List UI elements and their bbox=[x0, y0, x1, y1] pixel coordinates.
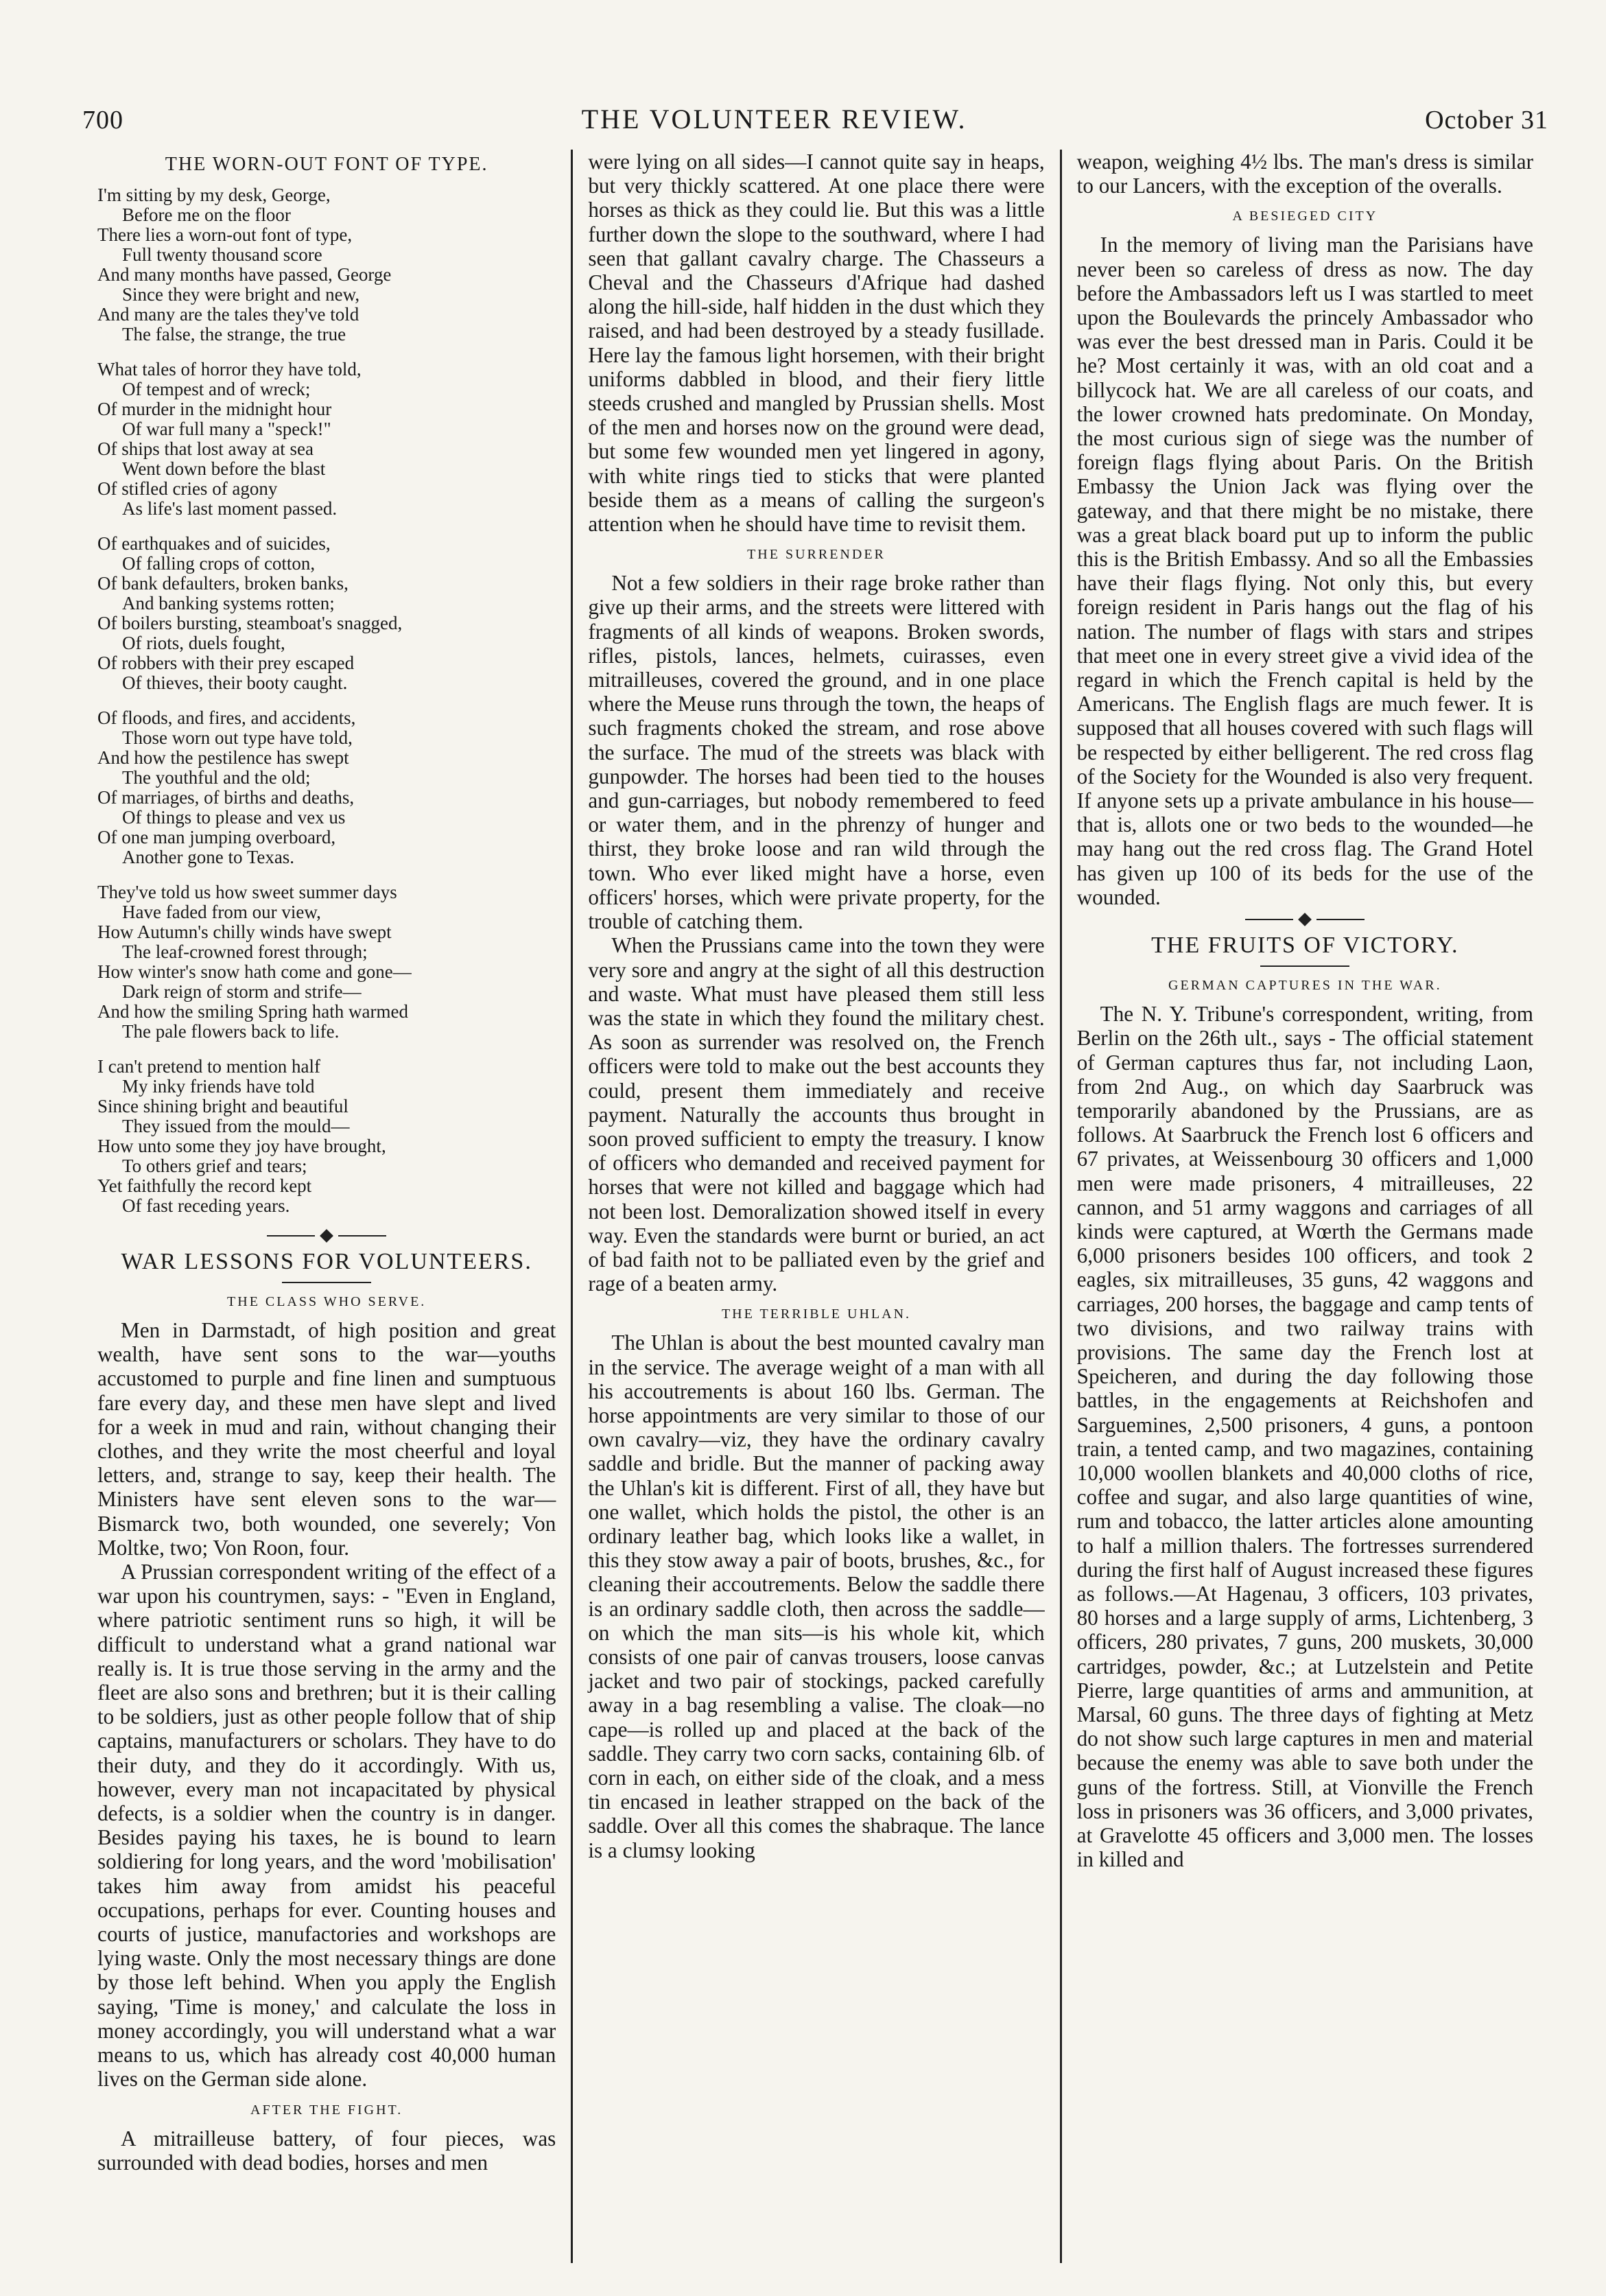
poem-line: And many months have passed, George bbox=[97, 265, 392, 285]
poem-line: To others grief and tears; bbox=[122, 1156, 307, 1176]
poem-line: Went down before the blast bbox=[122, 459, 326, 479]
poem-line: How Autumn's chilly winds have swept bbox=[97, 922, 392, 942]
column-3 bbox=[1060, 150, 1548, 2263]
poem-line: How winter's snow hath come and gone— bbox=[97, 962, 412, 982]
uhlan-subhead: THE TERRIBLE UHLAN. bbox=[721, 1307, 912, 1322]
poem-line: Those worn out type have told, bbox=[122, 728, 353, 748]
poem-line: And how the pestilence has swept bbox=[97, 748, 349, 768]
german-captures-subhead: GERMAN CAPTURES IN THE WAR. bbox=[1168, 978, 1442, 994]
poem-title: THE WORN-OUT FONT OF TYPE. bbox=[165, 154, 488, 175]
article-paragraph: In the memory of living man the Parisians have never been so careless of dress as now. The day before the Ambassadors left us I was startled to meet upon the Boulevards the princely Ambassador who was ever the best dressed man in Paris. Could it be he? Most certainly it was, with an old coat and a billycock hat. We are all careless of our coats, and the lower crowned hats predominate. On Monday, the most curious sign of siege was the number of foreign flags flying about Paris. On the British Embassy the Union Jack was flying over the gateway, and that there might be no mistake, there was a great black board put up to inform the public this is the British Embassy. And so all the Embassies have their flags flying. Not only this, but every foreign resident in Paris hangs out the flag of his nation. The number of flags with stars and stripes that meet one in every street give a vivid idea of the regard in which the French capital is held by the Americans. The English flags are much fewer. It is supposed that all houses covered with such flags will be respected by either belligerent. The red cross flag of the Society for the Wounded is also very frequent. If anyone sets up a private ambulance in his house—that is, allots one or two beds to the wounded—he may hang out the red cross flag. The Grand Hotel has given up 100 of its beds for the use of the wounded. bbox=[1076, 233, 1533, 909]
poem-line: Since they were bright and new, bbox=[122, 285, 360, 305]
war-lessons-heading: WAR LESSONS FOR VOLUNTEERS. bbox=[121, 1249, 532, 1274]
poem-line: They issued from the mould— bbox=[122, 1116, 350, 1136]
poem-line: And banking systems rotten; bbox=[122, 594, 335, 613]
issue-date: October 31 bbox=[1425, 106, 1548, 134]
poem-line: Of riots, duels fought, bbox=[122, 633, 285, 653]
section-divider bbox=[1077, 915, 1533, 924]
poem-line: Of floods, and fires, and accidents, bbox=[97, 708, 356, 728]
poem-line: Of thieves, their booty caught. bbox=[122, 673, 348, 693]
poem-line: There lies a worn-out font of type, bbox=[97, 225, 353, 245]
poem-stanza bbox=[97, 708, 556, 867]
war-lessons-subhead: THE CLASS WHO SERVE. bbox=[227, 1294, 427, 1309]
poem-line: What tales of horror they have told, bbox=[97, 360, 362, 379]
poem-line: Of stifled cries of agony bbox=[97, 479, 278, 499]
poem-line: Of robbers with their prey escaped bbox=[97, 653, 355, 673]
poem-line: Have faded from our view, bbox=[122, 902, 321, 922]
poem-line: My inky friends have told bbox=[122, 1077, 315, 1097]
poem-line: Of earthquakes and of suicides, bbox=[97, 534, 331, 554]
poem-line: Of murder in the midnight hour bbox=[97, 399, 332, 419]
poem-line: Yet faithfully the record kept bbox=[97, 1176, 312, 1196]
poem-line: As life's last moment passed. bbox=[122, 499, 338, 519]
poem-line: Of tempest and of wreck; bbox=[122, 379, 311, 399]
after-fight-subhead: AFTER THE FIGHT. bbox=[250, 2102, 403, 2118]
article-columns bbox=[82, 150, 1548, 2263]
poem-line: Full twenty thousand score bbox=[122, 245, 322, 265]
article-paragraph: When the Prussians came into the town they were very sore and angry at the sight of all this destruction and waste. What must have pleased them still less was the state in which they found the military chest. As soon as surrender was resolved on, the French officers were told to make out the best accounts they could, present them immediately and receive payment. Naturally the accounts thus brought in soon proved sufficient to empty the treasury. I know of officers who demanded and received payment for horses that were not killed and baggage which had not been lost. Demoralization showed itself in every way. Even the standards were burnt or buried, an act of bad faith not to be palliated even by the grief and rage of a beaten army. bbox=[588, 933, 1045, 1296]
poem-stanza bbox=[97, 534, 556, 693]
article-paragraph: weapon, weighing 4½ lbs. The man's dress is similar to our Lancers, with the exception of the overalls. bbox=[1076, 150, 1533, 198]
article-paragraph: The N. Y. Tribune's correspondent, writing, from Berlin on the 26th ult., says - The official statement of German captures thus far, not including Laon, from 2nd Aug., on which day Saarbruck was temporarily abandoned by the Prussians, are as follows. At Saarbruck the French lost 6 officers and 67 privates, at Weissenbourg 30 officers and 1,000 men were made prisoners, 4 mitrailleuses, 22 cannon, and 51 army waggons and carriages of all kinds were captured, at Wœrth the Germans made 6,000 prisoners besides 100 officers, and took 2 eagles, six mitrailleuses, 35 guns, 42 waggons and carriages, 200 horses, the baggage and camp tents of two divisions, and two railway trains with provisions. The same day the French lost at Speicheren, and during the day following those battles, in the engagements at Reichshofen and Sarguemines, 2,500 prisoners, 4 guns, a pontoon train, a tented camp, and two magazines, containing 10,000 woollen blankets and 40,000 cloths of rice, coffee and sugar, and also large quantities of wine, rum and tobacco, the latter articles alone amounting to half a million thalers. The fortresses surrendered during the first half of August increased these figures as follows.—At Hagenau, 3 officers, 103 privates, 80 horses and a large supply of arms, Lichtenberg, 3 officers, 280 privates, 7 guns, 200 muskets, 30,000 cartridges, powder, &c.; at Lutzelstein and Petite Pierre, large quantities of arms and ammunition, at Marsal, 60 guns. The three days of fighting at Metz do not show such large captures in men and material because the enemy was able to save both under the guns of the fortress. Still, at Vionville the French loss in prisoners was 36 officers, and 3,000 privates, at Gravelotte 45 officers and 3,000 men. The losses in killed and bbox=[1076, 1002, 1533, 1872]
column-1 bbox=[82, 150, 571, 2263]
poem-line: They've told us how sweet summer days bbox=[97, 882, 397, 902]
poem-line: The pale flowers back to life. bbox=[122, 1022, 340, 1042]
publication-title: THE VOLUNTEER REVIEW. bbox=[581, 104, 967, 134]
poem-line: The leaf-crowned forest through; bbox=[122, 942, 368, 962]
page-number: 700 bbox=[82, 106, 123, 134]
article-paragraph: A Prussian correspondent writing of the effect of a war upon his countrymen, says: - "Even in England, where patriotic sentiment runs so high, it will be difficult to understand what a grand national war really is. It is true those serving in the army and the fleet are also sons and brethren; but it is their calling to be soldiers, just as other people follow that of ship captains, manufacturers or scholars. They have to do their duty, and they do it accordingly. With us, however, every man not incapacitated by physical defects, is a soldier when the country is in danger. Besides paying his taxes, he is bound to learn soldiering for long years, and the word 'mobilisation' takes him away from amidst his peaceful occupations, perhaps for ever. Counting houses and courts of justice, manufactories and workshops are lying waste. Only the most necessary things are done by those left behind. When you apply the English saying, 'Time is money,' and calculate the loss in money accordingly, you will understand what a war means to us, which has already cost 40,000 human lives on the German side alone. bbox=[97, 1560, 556, 2092]
article-paragraph: A mitrailleuse battery, of four pieces, was surrounded with dead bodies, horses and men bbox=[97, 2126, 556, 2175]
poem-line: Of bank defaulters, broken banks, bbox=[97, 574, 349, 594]
article-paragraph: Not a few soldiers in their rage broke rather than give up their arms, and the streets were littered with fragments of all kinds of weapons. Broken swords, rifles, pistols, lances, helmets, cuirasses, even mitrailleuses, covered the ground, and in one place where the Meuse runs through the town, the heaps of such fragments choked the stream, and rose above the surface. The mud of the streets was black with gunpowder. The horses had been tied to the houses and gun-carriages, but nobody remembered to feed or water them, and in the phrenzy of hunger and thirst, they broke loose and ran wild through the town. Who ever liked might have a horse, even officers' horses, which were private property, for the trouble of catching them. bbox=[588, 571, 1045, 934]
poem-line: How unto some they joy have brought, bbox=[97, 1136, 386, 1156]
poem-line: Of war full many a "speck!" bbox=[122, 419, 331, 439]
poem-line: Another gone to Texas. bbox=[122, 847, 295, 867]
fruits-of-victory-heading: THE FRUITS OF VICTORY. bbox=[1151, 933, 1459, 959]
poem-line: Of fast receding years. bbox=[122, 1196, 290, 1216]
poem-stanza bbox=[97, 360, 556, 519]
poem-line: Of falling crops of cotton, bbox=[122, 554, 316, 574]
poem-line: I can't pretend to mention half bbox=[97, 1057, 321, 1077]
poem-line: Of things to please and vex us bbox=[122, 808, 346, 828]
poem-line: Dark reign of storm and strife— bbox=[122, 982, 362, 1002]
masthead bbox=[82, 103, 1548, 145]
article-paragraph: Men in Darmstadt, of high position and great wealth, have sent sons to the war—youths accustomed to purple and fine linen and sumptuous fare every day, and these men have slept and lived for a week in mud and rain, without changing their clothes, and they write the most cheerful and loyal letters, and, strange to say, keep their health. The Ministers have sent eleven sons to the war—Bismarck two, both wounded, one severely; Von Moltke, two; Von Roon, four. bbox=[97, 1318, 556, 1560]
poem-line: I'm sitting by my desk, George, bbox=[97, 185, 331, 205]
section-divider bbox=[97, 1231, 556, 1241]
poem-line: Of one man jumping overboard, bbox=[97, 828, 336, 847]
heading-rule bbox=[1260, 965, 1349, 967]
poem-stanza bbox=[97, 882, 556, 1042]
besieged-city-subhead: A BESIEGED CITY bbox=[1232, 209, 1378, 224]
poem-stanza bbox=[97, 185, 556, 344]
poem-line: And many are the tales they've told bbox=[97, 305, 359, 325]
article-paragraph: were lying on all sides—I cannot quite say in heaps, but very thickly scattered. At one place there were horses as thick as they could lie. But this was a little further down the slope to the southward, where I had seen that gallant cavalry charge. The Chasseurs a Cheval and the Chasseurs d'Afrique had dashed along the hill-side, half hidden in the dust which they raised, and had been destroyed by a steady fusillade. Here lay the famous light horsemen, with their bright uniforms dabbled in blood, and their fiery little steeds crushed and mangled by Prussian shells. Most of the men and horses now on the ground were dead, but some few wounded men yet lingered in agony, with white rings tied to sticks that were planted beside them as a means of calling the surgeon's attention when he should have time to revisit them. bbox=[588, 150, 1045, 537]
heading-rule bbox=[282, 1282, 371, 1283]
poem-line: Of boilers bursting, steamboat's snagged, bbox=[97, 613, 403, 633]
column-2 bbox=[571, 150, 1059, 2263]
poem-line: Before me on the floor bbox=[122, 205, 291, 225]
poem-line: Since shining bright and beautiful bbox=[97, 1097, 349, 1116]
poem-line: The youthful and the old; bbox=[122, 768, 311, 788]
poem-line: The false, the strange, the true bbox=[122, 325, 346, 344]
poem-line: And how the smiling Spring hath warmed bbox=[97, 1002, 408, 1022]
poem-line: Of ships that lost away at sea bbox=[97, 439, 314, 459]
poem-line: Of marriages, of births and deaths, bbox=[97, 788, 355, 808]
poem-stanza bbox=[97, 1057, 556, 1216]
article-paragraph: The Uhlan is about the best mounted cavalry man in the service. The average weight of a man with all his accoutrements is about 160 lbs. German. The horse appointments are very similar to those of our own cavalry—viz, they have the ordinary cavalry saddle and bridle. But the manner of packing away the Uhlan's kit is different. First of all, they have but one wallet, which holds the pistol, the other is an ordinary leather bag, which looks like a wallet, in this they stow away a pair of boots, brushes, &c., for cleaning their accoutrements. Below the saddle there is an ordinary saddle cloth, then across the saddle—on which the man sits—is his whole kit, which consists of one pair of canvas trousers, loose canvas jacket and two pair of stockings, packed carefully away in a bag resembling a valise. The cloak—no cape—is rolled up and placed at the back of the saddle. They carry two corn sacks, containing 6lb. of corn in each, on either side of the cloak, and a mess tin encased in leather strapped on the back of the saddle. Over all this comes the shabraque. The lance is a clumsy looking bbox=[588, 1331, 1045, 1862]
poem-body bbox=[97, 185, 556, 1216]
surrender-subhead: THE SURRENDER bbox=[747, 547, 886, 563]
